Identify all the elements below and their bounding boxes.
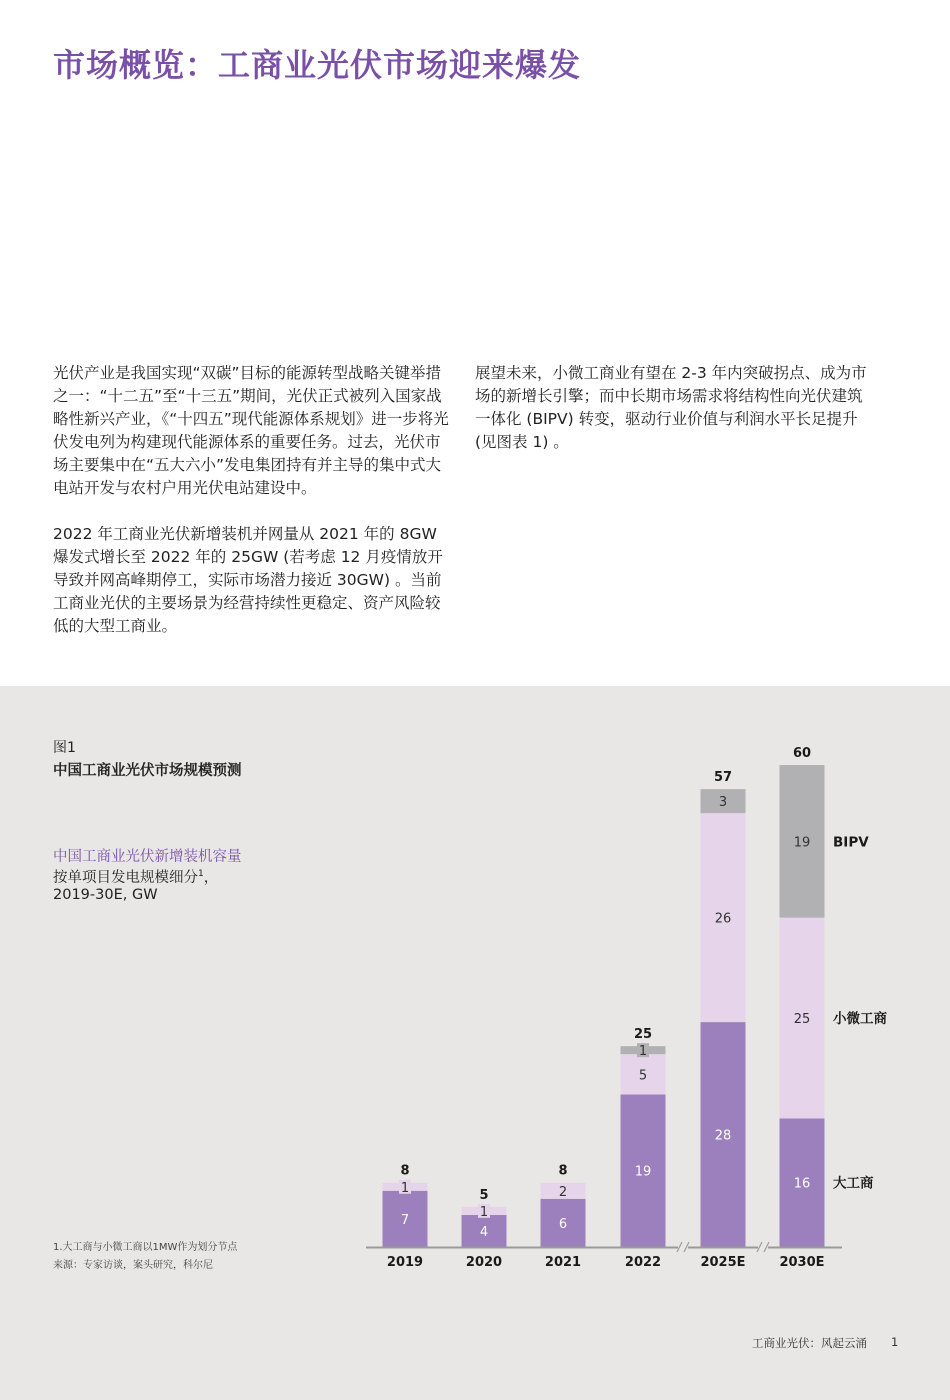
bar-total-label: 8 bbox=[558, 1163, 568, 1179]
bar-value-label: 3 bbox=[718, 795, 728, 811]
bar-value-label: 4 bbox=[479, 1224, 489, 1240]
x-tick-label: 2019 bbox=[386, 1255, 424, 1270]
bar-total-label: 25 bbox=[633, 1027, 653, 1043]
bar-total-label: 8 bbox=[400, 1163, 410, 1179]
footer-title: 工商业光伏：风起云涌 bbox=[752, 1336, 867, 1350]
bar-value-label: 2 bbox=[558, 1184, 568, 1200]
bar-value-label: 26 bbox=[714, 911, 732, 927]
bar-value-label: 19 bbox=[793, 835, 811, 851]
bar-total-label: 57 bbox=[713, 770, 733, 786]
page-number: 1 bbox=[891, 1335, 899, 1349]
figure-title: 中国工商业光伏市场规模预测 bbox=[53, 763, 242, 779]
bar-value-label: 5 bbox=[638, 1068, 648, 1084]
bar-value-label: 1 bbox=[638, 1044, 648, 1060]
x-tick-label: 2030E bbox=[779, 1255, 825, 1270]
bar-value-label: 19 bbox=[634, 1164, 652, 1180]
bar-value-label: 25 bbox=[793, 1012, 811, 1028]
bar-value-label: 6 bbox=[558, 1216, 568, 1232]
x-tick-label: 2022 bbox=[624, 1255, 662, 1270]
paragraph: 光伏产业是我国实现“双碳”目标的能源转型战略关键举措之一：“十二五”至“十三五”期间，光伏正式被列入国家战略性新兴产业，《“十四五”现代能源体系规划》进一步将光伏发电列为构建现代能源体系的重要任务。过去，光伏市场主要集中在“五大六小”发电集团持有并主导的集中式大电站开发与农村户用光伏电站建设中。 bbox=[53, 364, 449, 497]
figure-label: 图1 bbox=[53, 740, 76, 756]
bar-value-label: 1 bbox=[479, 1204, 489, 1220]
footnote: 1.大工商与小微工商以1MW作为划分节点 bbox=[53, 1242, 238, 1253]
bar-value-label: 28 bbox=[714, 1128, 732, 1144]
bar-value-label: 7 bbox=[400, 1212, 410, 1228]
bar-value-label: 16 bbox=[793, 1176, 811, 1192]
bar-value-label: 1 bbox=[400, 1180, 410, 1196]
paragraph: 展望未来，小微工商业有望在 2-3 年内突破拐点、成为市场的新增长引擎；而中长期市场需求将结构性向光伏建筑一体化 (BIPV) 转变，驱动行业价值与利润水平长足提升 (见图表 1) 。 bbox=[475, 364, 867, 451]
legend-bipv: BIPV bbox=[833, 834, 869, 851]
x-tick-label: 2025E bbox=[700, 1255, 746, 1270]
paragraph: 2022 年工商业光伏新增装机并网量从 2021 年的 8GW 爆发式增长至 2022 年的 25GW (若考虑 12 月疫情放开导致并网高峰期停工，实际市场潜力接近 30GW) 。当前工商业光伏的主要场景为经营持续性更稳定、资产风险较低的大型工商业。 bbox=[53, 525, 443, 635]
chart-units: 2019-30E, GW bbox=[53, 887, 158, 903]
bar-total-label: 5 bbox=[479, 1187, 489, 1203]
breakdown-text: 按单项目发电规模细分 bbox=[53, 870, 198, 886]
legend-small-cni: 小微工商 bbox=[833, 1011, 887, 1028]
breakdown-tail: ， bbox=[203, 870, 219, 886]
chart-subtitle: 中国工商业光伏新增装机容量 bbox=[53, 849, 242, 865]
legend-large-cni: 大工商 bbox=[833, 1175, 874, 1192]
page-title: 市场概览：工商业光伏市场迎来爆发 bbox=[53, 46, 582, 84]
footnote-marker: 1 bbox=[198, 869, 204, 880]
x-tick-label: 2021 bbox=[544, 1255, 582, 1270]
x-tick-label: 2020 bbox=[465, 1255, 503, 1270]
source-note: 来源：专家访谈，案头研究，科尔尼 bbox=[53, 1260, 213, 1271]
bar-total-label: 60 bbox=[792, 746, 812, 762]
